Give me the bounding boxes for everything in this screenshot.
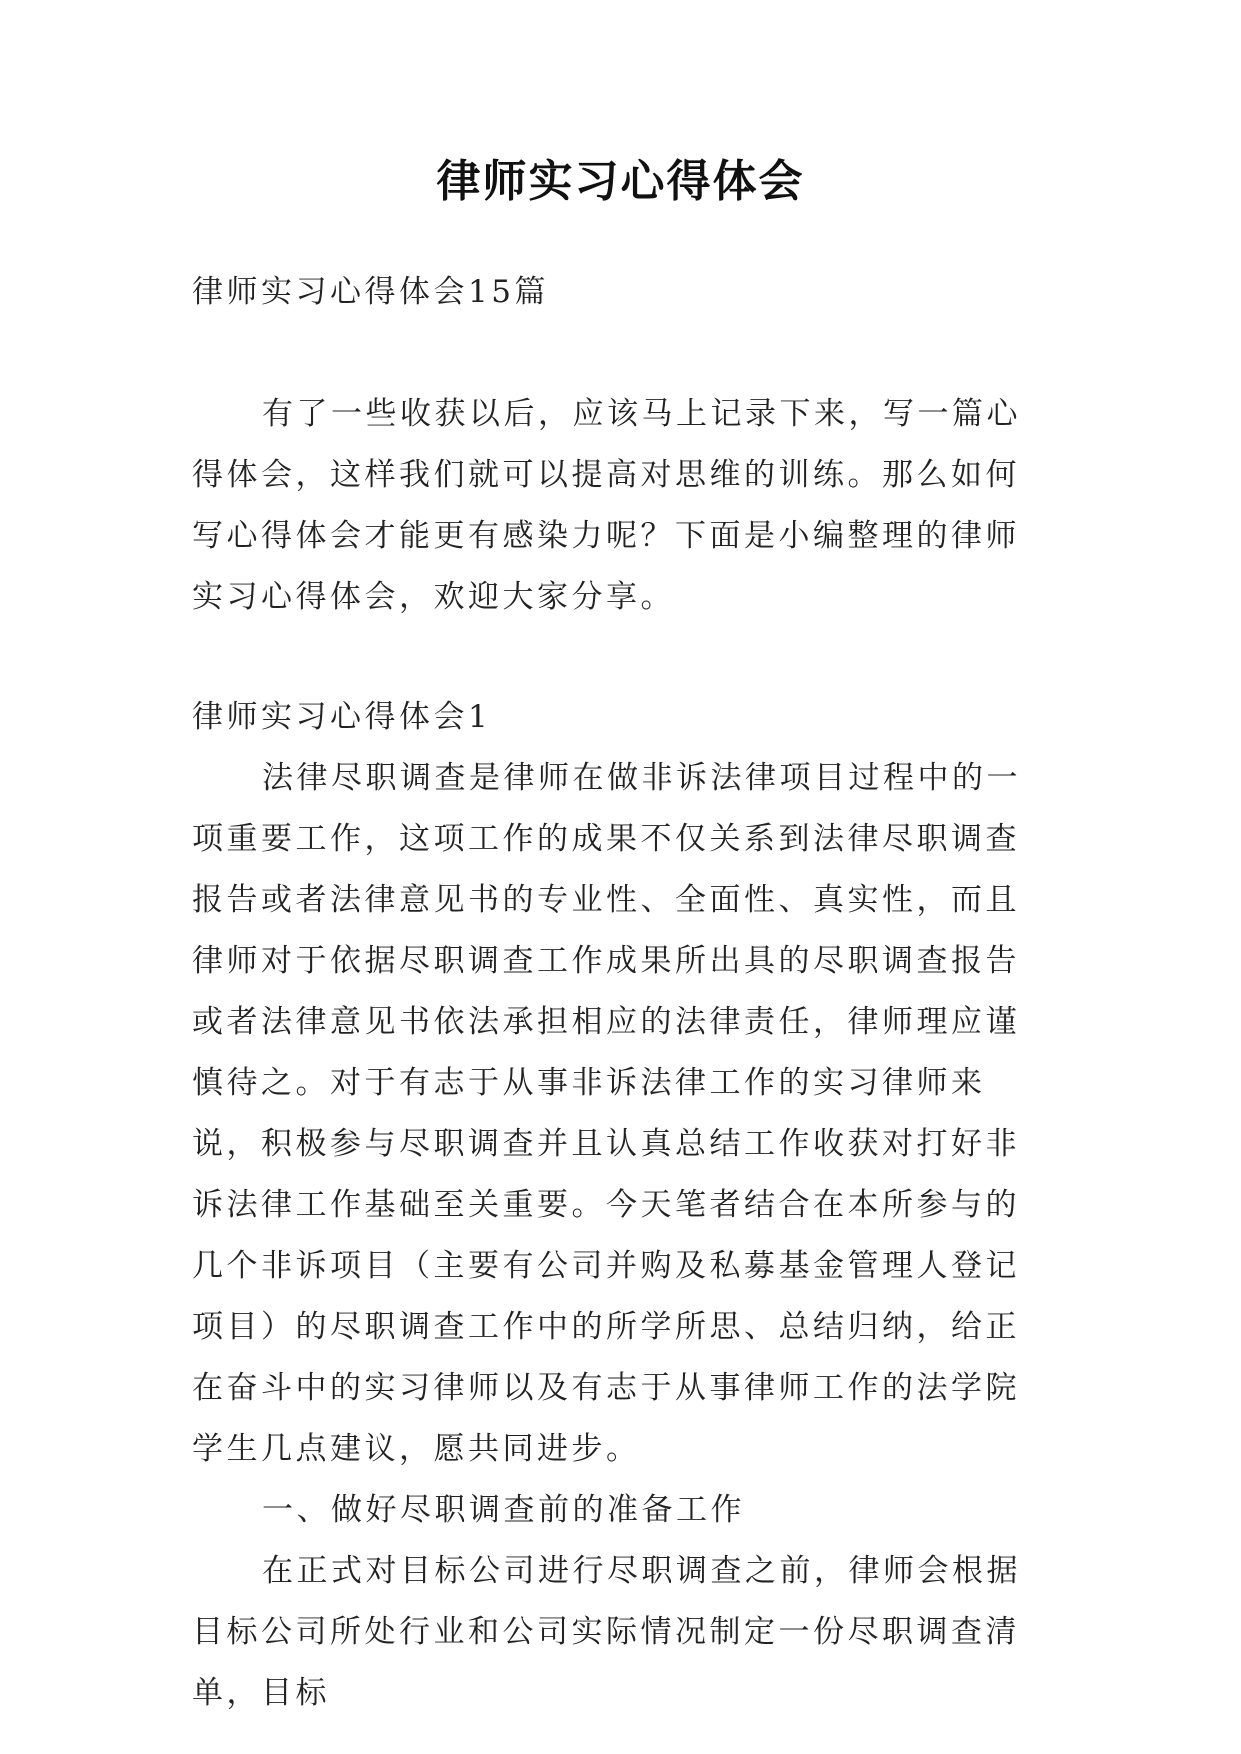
paragraph-spacer [192,628,1052,687]
body-paragraph: 在正式对目标公司进行尽职调查之前，律师会根据目标公司所处行业和公司实际情况制定一份尽职调查清单，目标 [192,1553,1021,1711]
intro-paragraph: 有了一些收获以后，应该马上记录下来，写一篇心得体会，这样我们就可以提高对思维的训练。那么如何写心得体会才能更有感染力呢？下面是小编整理的律师实习心得体会，欢迎大家分享。 [192,396,1021,615]
point-heading: 一、做好尽职调查前的准备工作 [262,1492,745,1528]
section-heading: 律师实习心得体会1 [192,699,492,735]
paragraph-spacer [192,323,1052,384]
document-body [192,262,1052,1724]
body-paragraph: 法律尽职调查是律师在做非诉法律项目过程中的一项重要工作，这项工作的成果不仅关系到法律尽职调查报告或者法律意见书的专业性、全面性、真实性，而且律师对于依据尽职调查工作成果所出具的尽职调查报告或者法律意见书依法承担相应的法律责任，律师理应谨慎待之。对于有志于从事非诉法律工作的实习律师来说，积极参与尽职调查并且认真总结工作收获对打好非诉法律工作基础至关重要。今天笔者结合在本所参与的几个非诉项目（主要有公司并购及私募基金管理人登记项目）的尽职调查工作中的所学所思、总结归纳，给正在奋斗中的实习律师以及有志于从事律师工作的法学院学生几点建议，愿共同进步。 [192,760,1021,1467]
document-subtitle: 律师实习心得体会15篇 [192,274,549,310]
document-title: 律师实习心得体会 [436,156,805,207]
